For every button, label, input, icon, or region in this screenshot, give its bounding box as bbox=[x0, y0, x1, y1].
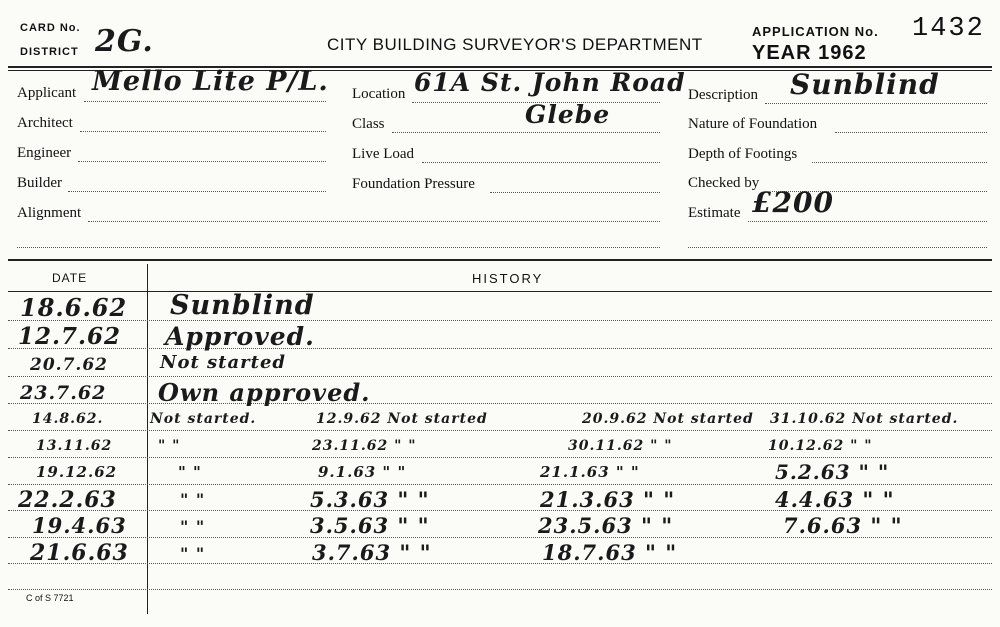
history-entry: 31.10.62 Not started. bbox=[770, 411, 959, 427]
depth-of-footings-label: Depth of Footings bbox=[688, 146, 798, 162]
live-load-dotline bbox=[422, 162, 660, 163]
engineer-label: Engineer bbox=[17, 145, 72, 161]
history-entry: 3.7.63 " " bbox=[312, 540, 432, 565]
history-entry: 3.5.63 " " bbox=[310, 513, 430, 538]
live-load-label: Live Load bbox=[352, 146, 415, 162]
applicant-dotline bbox=[84, 101, 326, 102]
blank-dotline-right bbox=[688, 247, 987, 248]
description-label: Description bbox=[688, 87, 758, 103]
class-dotline bbox=[392, 132, 660, 133]
architect-dotline bbox=[80, 131, 326, 132]
history-entry: Sunblind bbox=[170, 290, 315, 321]
class-label: Class bbox=[352, 116, 385, 132]
card-no-label: CARD No. bbox=[20, 22, 81, 34]
application-number: 1432 bbox=[912, 14, 985, 44]
history-entry: 21.3.63 " " bbox=[540, 487, 676, 512]
history-entry: 21.1.63 " " bbox=[540, 463, 640, 481]
depth-of-footings-dotline bbox=[812, 162, 987, 163]
alignment-label: Alignment bbox=[17, 205, 82, 221]
history-entry: 30.11.62 " " bbox=[568, 438, 673, 454]
row-line bbox=[8, 348, 992, 349]
history-entry: Not started. bbox=[150, 411, 257, 427]
history-date: 22.2.63 bbox=[18, 487, 117, 513]
history-entry: Approved. bbox=[165, 322, 315, 351]
blank-dotline bbox=[17, 247, 660, 248]
district-label: DISTRICT bbox=[20, 46, 79, 58]
location-line1: 61A St. John Road bbox=[414, 68, 686, 97]
row-line bbox=[8, 376, 992, 377]
row-line bbox=[8, 430, 992, 431]
location-label: Location bbox=[352, 86, 406, 102]
history-entry: Not started bbox=[160, 352, 286, 373]
district-value: 2G. bbox=[95, 24, 154, 59]
history-date: 13.11.62 bbox=[36, 438, 113, 454]
row-line bbox=[8, 589, 992, 590]
history-date: 12.7.62 bbox=[18, 323, 122, 350]
estimate-value: £200 bbox=[752, 186, 834, 219]
alignment-dotline bbox=[88, 221, 660, 222]
history-entry: 12.9.62 Not started bbox=[316, 411, 488, 427]
history-entry: " " bbox=[180, 544, 206, 563]
row-line bbox=[8, 403, 992, 404]
estimate-dotline bbox=[748, 221, 987, 222]
builder-label: Builder bbox=[17, 175, 62, 191]
history-entry: 4.4.63 " " bbox=[775, 487, 895, 512]
nature-of-foundation-label: Nature of Foundation bbox=[688, 116, 818, 132]
history-date: 20.7.62 bbox=[30, 355, 108, 375]
history-entry: 9.1.63 " " bbox=[318, 463, 407, 481]
history-entry: " " bbox=[180, 490, 206, 509]
estimate-label: Estimate bbox=[688, 205, 741, 221]
applicant-value: Mello Lite P/L. bbox=[92, 66, 329, 97]
year-label: YEAR 1962 bbox=[752, 42, 867, 64]
history-entry: 18.7.63 " " bbox=[542, 540, 678, 565]
row-line bbox=[8, 320, 992, 321]
history-entry: " " bbox=[178, 463, 202, 481]
row-line bbox=[8, 484, 992, 485]
history-entry: 5.2.63 " " bbox=[775, 460, 890, 484]
history-entry: 20.9.62 Not started bbox=[582, 411, 754, 427]
history-date: 23.7.62 bbox=[20, 382, 107, 404]
location-line2: Glebe bbox=[525, 100, 611, 129]
builder-dotline bbox=[68, 191, 326, 192]
history-entry: " " bbox=[180, 517, 206, 536]
foundation-pressure-dotline bbox=[490, 192, 660, 193]
row-line bbox=[8, 457, 992, 458]
row-line bbox=[8, 563, 992, 564]
foundation-pressure-label: Foundation Pressure bbox=[352, 176, 475, 192]
history-entry: Own approved. bbox=[158, 378, 371, 407]
history-header: HISTORY bbox=[472, 271, 544, 286]
history-date: 14.8.62. bbox=[32, 411, 104, 427]
application-label: APPLICATION No. bbox=[752, 24, 879, 39]
history-top-rule bbox=[8, 259, 992, 261]
history-entry: 23.5.63 " " bbox=[538, 513, 674, 538]
history-entry: 23.11.62 " " bbox=[312, 438, 417, 454]
history-date: 21.6.63 bbox=[30, 540, 129, 566]
applicant-label: Applicant bbox=[17, 85, 77, 101]
description-value: Sunblind bbox=[790, 68, 940, 101]
history-entry: 7.6.63 " " bbox=[783, 513, 903, 538]
department-title: CITY BUILDING SURVEYOR'S DEPARTMENT bbox=[327, 35, 703, 54]
history-date: 19.4.63 bbox=[32, 513, 127, 538]
history-date: 18.6.62 bbox=[20, 293, 128, 322]
history-entry: 10.12.62 " " bbox=[768, 438, 873, 454]
date-header: DATE bbox=[52, 271, 88, 285]
history-entry: 5.3.63 " " bbox=[310, 487, 430, 512]
engineer-dotline bbox=[78, 161, 326, 162]
history-header-rule bbox=[8, 291, 992, 292]
checked-by-label: Checked by bbox=[688, 175, 760, 191]
date-column-divider bbox=[147, 264, 148, 614]
form-number: C of S 7721 bbox=[26, 593, 74, 603]
history-entry: " " bbox=[158, 438, 181, 454]
history-date: 19.12.62 bbox=[36, 463, 118, 481]
architect-label: Architect bbox=[17, 115, 73, 131]
description-dotline bbox=[765, 103, 987, 104]
nature-of-foundation-dotline bbox=[835, 132, 987, 133]
